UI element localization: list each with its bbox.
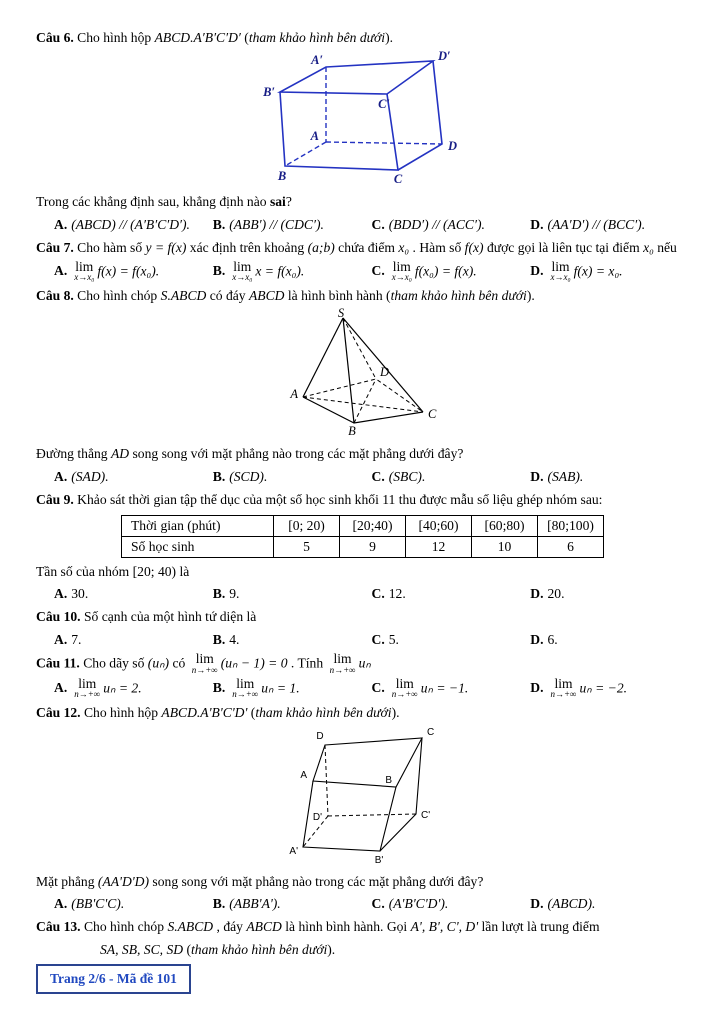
- q12-options: [36, 894, 689, 914]
- option-text: (ABCD) // (A′B′C′D′).: [71, 216, 190, 232]
- fig6-label-d: D: [447, 139, 457, 154]
- table-cell: Thời gian (phút): [122, 515, 274, 536]
- box-solid-edges: [280, 61, 442, 170]
- q8-option-b: [213, 467, 372, 487]
- limit-notation: lim n→+∞: [191, 651, 218, 675]
- fig6-label-d-prime: D′: [437, 50, 451, 64]
- table-cell: Số học sinh: [122, 536, 274, 557]
- table-value-row: [122, 536, 604, 557]
- q7-option-a: [54, 258, 213, 284]
- table-cell: 12: [406, 536, 472, 557]
- q6-option-c: [372, 215, 531, 235]
- fig12-label-d-prime: D': [312, 811, 322, 823]
- option-label: A.: [54, 216, 68, 232]
- option-text: (SAD).: [71, 468, 109, 484]
- option-label: D.: [530, 631, 544, 647]
- fig6-label-b: B: [277, 169, 286, 184]
- option-expression: f(x₀) = f(x).: [414, 262, 477, 278]
- q10-statement: Câu 10. Số cạnh của một hình tứ diện là: [36, 609, 257, 625]
- q9-statement: Câu 9. Khảo sát thời gian tập thể dục của một số học sinh khối 11 thu được mẫu số liệu ghép nhóm sau:: [36, 492, 603, 508]
- fig12-label-b: B: [384, 774, 392, 786]
- table-cell: 9: [340, 536, 406, 557]
- option-label: A.: [54, 262, 68, 278]
- option-text: 6.: [547, 631, 558, 647]
- limit-notation: lim n→+∞: [550, 675, 577, 700]
- box-solid-edges: [303, 738, 422, 851]
- q6-option-b: [213, 215, 372, 235]
- page-number-label: Trang 2/6 - Mã đề 101: [50, 971, 177, 986]
- q9-frequency-table: [121, 515, 604, 558]
- q7-option-b: [212, 258, 372, 284]
- q10-option-c: [372, 630, 531, 650]
- fig8-label-c: C: [427, 407, 436, 422]
- table-cell: [60;80): [472, 515, 538, 536]
- option-label: D.: [530, 680, 544, 696]
- q6-options: [36, 215, 689, 235]
- table-cell: 10: [472, 536, 538, 557]
- limit-notation: lim x→x₀: [550, 258, 571, 283]
- option-text: (BB'C'C).: [71, 895, 125, 911]
- option-label: B.: [212, 680, 226, 696]
- table-header-row: [122, 515, 604, 536]
- option-label: B.: [212, 631, 226, 647]
- q12-figure: [36, 726, 689, 870]
- fig6-label-c-prime: C′: [377, 97, 390, 112]
- q9-option-c: [372, 584, 531, 604]
- q12-statement: Câu 12. Cho hình hộp ABCD.A'B'C'D' (tham khảo hình bên dưới).: [36, 705, 400, 721]
- limit-notation: lim x→x₀: [391, 258, 412, 283]
- option-label: D.: [530, 468, 544, 484]
- option-label: C.: [371, 631, 385, 647]
- option-label: C.: [371, 262, 385, 278]
- page-footer: [36, 964, 191, 994]
- parallelepiped-figure-black: [288, 726, 438, 866]
- q12-option-b: [213, 894, 372, 914]
- limit-notation: lim n→+∞: [74, 675, 101, 700]
- limit-notation: lim n→+∞: [232, 675, 259, 700]
- option-text: (ABB′) // (CDC′).: [229, 216, 324, 232]
- q12-option-d: [530, 894, 689, 914]
- option-text: (ABB'A').: [229, 895, 281, 911]
- q11-sequence-term: uₙ: [358, 655, 371, 671]
- option-label: C.: [371, 680, 385, 696]
- q8-figure: [36, 308, 689, 442]
- option-expression: x = f(x₀).: [255, 262, 305, 278]
- option-label: A.: [54, 468, 68, 484]
- fig8-label-d: D: [379, 365, 389, 380]
- option-text: 5.: [388, 631, 399, 647]
- option-expression: uₙ = 2.: [103, 680, 142, 696]
- option-text: 30.: [71, 586, 89, 602]
- option-label: B.: [212, 262, 226, 278]
- option-label: D.: [530, 216, 544, 232]
- parallelepiped-figure-blue: [253, 50, 473, 186]
- option-expression: f(x) = x₀.: [573, 262, 623, 278]
- table-cell: [40;60): [406, 515, 472, 536]
- fig6-label-a-prime: A′: [310, 53, 323, 68]
- option-text: (SBC).: [388, 468, 426, 484]
- option-label: D.: [530, 262, 544, 278]
- option-label: B.: [212, 216, 226, 232]
- q12-option-a: [54, 894, 213, 914]
- limit-notation: lim n→+∞: [329, 651, 356, 675]
- q9-option-a: [54, 584, 213, 604]
- option-label: B.: [212, 895, 226, 911]
- limit-notation: lim x→x₀: [74, 258, 95, 283]
- q8-question: Đường thẳng AD song song với mặt phẳng nào trong các mặt phẳng dưới đây?: [36, 446, 464, 462]
- option-expression: uₙ = 1.: [261, 680, 300, 696]
- fig8-label-s: S: [337, 308, 344, 321]
- q11-option-b: [212, 675, 372, 701]
- option-text: (AA′D′) // (BCC′).: [547, 216, 646, 232]
- fig6-label-b-prime: B′: [262, 85, 275, 100]
- option-expression: uₙ = −1.: [420, 680, 469, 696]
- fig6-label-c: C: [393, 172, 402, 187]
- option-text: 20.: [547, 586, 565, 602]
- q10-option-d: [530, 630, 689, 650]
- fig12-label-d: D: [315, 730, 324, 742]
- fig12-label-a-prime: A': [288, 845, 298, 857]
- box-hidden-edges: [285, 67, 442, 166]
- option-text: (ABCD).: [547, 895, 596, 911]
- option-label: D.: [530, 895, 544, 911]
- fig12-label-b-prime: B': [374, 854, 383, 866]
- option-text: (SAB).: [547, 468, 584, 484]
- option-label: C.: [371, 586, 385, 602]
- pyramid-vertex-labels: [289, 308, 437, 438]
- q6-option-d: [530, 215, 689, 235]
- q7-option-d: [530, 258, 689, 284]
- option-text: 7.: [71, 631, 82, 647]
- fig12-label-a: A: [299, 769, 307, 781]
- option-expression: uₙ = −2.: [579, 680, 628, 696]
- q8-option-c: [372, 467, 531, 487]
- pyramid-figure: [288, 308, 438, 438]
- option-text: (BDD′) // (ACC′).: [388, 216, 485, 232]
- q13-statement-line1: Câu 13. Cho hình chóp S.ABCD , đáy ABCD là hình bình hành. Gọi A', B', C', D' lần lượt là trung điểm: [36, 919, 600, 935]
- option-label: D.: [530, 586, 544, 602]
- option-label: A.: [54, 680, 68, 696]
- q10-option-b: [213, 630, 372, 650]
- q8-option-d: [530, 467, 689, 487]
- pyramid-hidden-edges: [303, 318, 423, 423]
- q9-option-b: [213, 584, 372, 604]
- q8-option-a: [54, 467, 213, 487]
- q11-statement: Câu 11. Cho dãy số (uₙ) có lim n→+∞ (uₙ − 1) = 0 . Tính lim n→+∞ uₙ: [36, 651, 371, 675]
- option-label: C.: [371, 895, 385, 911]
- q11-option-c: [371, 675, 531, 701]
- option-expression: f(x) = f(x₀).: [97, 262, 160, 278]
- q12-option-c: [372, 894, 531, 914]
- q7-statement: Câu 7. Cho hàm số y = f(x) xác định trên khoảng (a;b) chứa điểm x₀ . Hàm số f(x) được gọi là liên tục tại điểm x₀ nếu: [36, 240, 677, 256]
- table-cell: [20;40): [340, 515, 406, 536]
- q6-figure: [36, 50, 689, 190]
- table-cell: [0; 20): [274, 515, 340, 536]
- q11-option-d: [530, 675, 689, 701]
- fig12-label-c-prime: C': [420, 809, 430, 821]
- table-cell: [80;100): [538, 515, 604, 536]
- option-text: (SCD).: [229, 468, 268, 484]
- limit-notation: lim x→x₀: [232, 258, 253, 283]
- q10-option-a: [54, 630, 213, 650]
- option-label: C.: [371, 216, 385, 232]
- q6-option-a: [54, 215, 213, 235]
- option-label: A.: [54, 631, 68, 647]
- table-cell: 5: [274, 536, 340, 557]
- q9-options: [36, 584, 689, 604]
- q9-question: Tần số của nhóm [20; 40) là: [36, 563, 190, 579]
- q6-question: Trong các khẳng định sau, khẳng định nào sai?: [36, 194, 292, 210]
- q13-statement-line2: SA, SB, SC, SD (tham khảo hình bên dưới).: [100, 941, 336, 957]
- option-text: 9.: [229, 586, 240, 602]
- q11-options: [36, 675, 689, 701]
- fig6-label-a: A: [310, 129, 319, 144]
- q11-option-a: [54, 675, 213, 701]
- q8-statement: Câu 8. Cho hình chóp S.ABCD có đáy ABCD là hình bình hành (tham khảo hình bên dưới).: [36, 288, 535, 304]
- fig8-label-b: B: [347, 424, 356, 439]
- table-cell: 6: [538, 536, 604, 557]
- option-text: 4.: [229, 631, 240, 647]
- q10-options: [36, 630, 689, 650]
- q12-question: Mặt phẳng (AA'D'D) song song với mặt phẳng nào trong các mặt phẳng dưới đây?: [36, 873, 484, 889]
- option-label: B.: [212, 586, 226, 602]
- pyramid-solid-edges: [303, 318, 423, 423]
- option-label: A.: [54, 586, 68, 602]
- option-label: B.: [212, 468, 226, 484]
- fig8-label-a: A: [289, 387, 298, 402]
- option-text: (A'B'C'D').: [388, 895, 449, 911]
- option-label: A.: [54, 895, 68, 911]
- fig12-label-c: C: [426, 726, 434, 738]
- q7-options: [36, 258, 689, 284]
- q8-options: [36, 467, 689, 487]
- q9-option-d: [530, 584, 689, 604]
- option-text: 12.: [388, 586, 406, 602]
- limit-notation: lim n→+∞: [391, 675, 418, 700]
- option-label: C.: [371, 468, 385, 484]
- q7-option-c: [371, 258, 531, 284]
- q6-statement: Câu 6. Cho hình hộp ABCD.A′B′C′D′ (tham khảo hình bên dưới).: [36, 30, 393, 45]
